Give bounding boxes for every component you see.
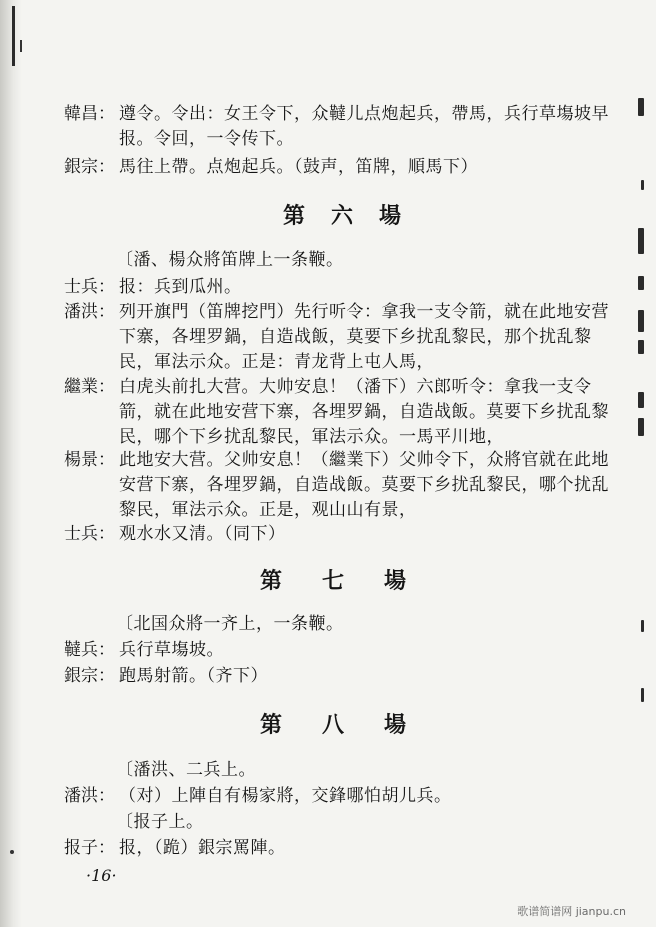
- speaker-label: 潘洪：: [64, 786, 115, 806]
- speaker-label: 潘洪：: [64, 302, 115, 322]
- dialogue-line: 安营下寨，各埋罗鍋，自造战飯。莫要下乡扰乱黎民，哪个扰乱: [119, 475, 609, 495]
- speaker-label: 韓昌：: [64, 104, 115, 124]
- bleed-through-mark: [638, 340, 644, 354]
- bleed-through-mark: [638, 310, 644, 332]
- dialogue-line: 报：兵到瓜州。: [119, 277, 242, 297]
- bleed-through-mark: [638, 418, 644, 436]
- dialogue-line: 民，軍法示众。正是：青龙背上屯人馬，: [119, 352, 434, 372]
- dialogue-line: 报。令回，一令传下。: [119, 129, 294, 149]
- bleed-through-mark: [638, 98, 644, 116]
- speaker-label: 銀宗：: [64, 157, 115, 177]
- stage-direction: 〔北国众將一齐上，一条鞭。: [116, 614, 344, 634]
- dialogue-line: 列开旗門（笛牌挖門）先行听令：拿我一支令箭，就在此地安营: [119, 302, 609, 322]
- stage-direction: 〔潘洪、二兵上。: [116, 760, 256, 780]
- bleed-through-mark: [638, 228, 644, 254]
- speaker-label: 韃兵：: [64, 640, 115, 660]
- speaker-label: 繼業：: [64, 377, 115, 397]
- watermark: 歌谱简谱网 jianpu.cn: [517, 905, 626, 918]
- dialogue-line: 黎民，軍法示众。正是，观山山有景，: [119, 500, 417, 520]
- dialogue-line: 箭，就在此地安营下寨，各埋罗鍋，自造战飯。莫要下乡扰乱黎: [119, 402, 609, 422]
- speaker-label: 銀宗：: [64, 666, 115, 686]
- scan-edge-shadow: [0, 0, 22, 927]
- bleed-through-mark: [641, 688, 644, 702]
- dialogue-line: 报，（跪）銀宗罵陣。: [119, 838, 286, 858]
- page-number: ·16·: [86, 866, 117, 885]
- dialogue-line: 兵行草塲坡。: [119, 640, 224, 660]
- speaker-label: 楊景：: [64, 450, 115, 470]
- speaker-label: 士兵：: [64, 524, 115, 544]
- dialogue-line: 遵令。令出：女王令下，众韃儿点炮起兵，帶馬，兵行草塲坡早: [119, 104, 609, 124]
- bleed-through-mark: [641, 620, 644, 632]
- bleed-through-mark: [638, 392, 644, 408]
- dialogue-line: 馬往上帶。点炮起兵。（鼓声，笛牌，順馬下）: [119, 157, 478, 177]
- bleed-through-mark: [638, 276, 644, 290]
- scene-heading: 第六場: [283, 203, 428, 229]
- scan-speck: [10, 850, 14, 854]
- dialogue-line: 下寨，各埋罗鍋，自造战飯，莫要下乡扰乱黎民，那个扰乱黎: [119, 327, 592, 347]
- dialogue-line: 观水水又清。（同下）: [119, 524, 286, 544]
- dialogue-line: （对）上陣自有楊家將，交鋒哪怕胡儿兵。: [119, 786, 452, 806]
- scene-heading: 第七場: [260, 568, 447, 594]
- bleed-through-mark: [641, 180, 644, 190]
- speaker-label: 士兵：: [64, 277, 115, 297]
- speaker-label: 报子：: [64, 838, 115, 858]
- scan-mark: [12, 6, 15, 66]
- dialogue-line: 跑馬射箭。（齐下）: [119, 666, 268, 686]
- dialogue-line: 民，哪个下乡扰乱黎民，軍法示众。一馬平川地，: [119, 427, 504, 447]
- scan-mark: [20, 40, 22, 52]
- stage-direction: 〔潘、楊众將笛牌上一条鞭。: [116, 250, 344, 270]
- dialogue-line: 此地安大营。父帅安息！（繼業下）父帅令下，众將官就在此地: [119, 450, 609, 470]
- scene-heading: 第八場: [260, 712, 447, 738]
- stage-direction: 〔报子上。: [116, 812, 204, 832]
- dialogue-line: 白虎头前扎大营。大帅安息！（潘下）六郎听令：拿我一支令: [119, 377, 592, 397]
